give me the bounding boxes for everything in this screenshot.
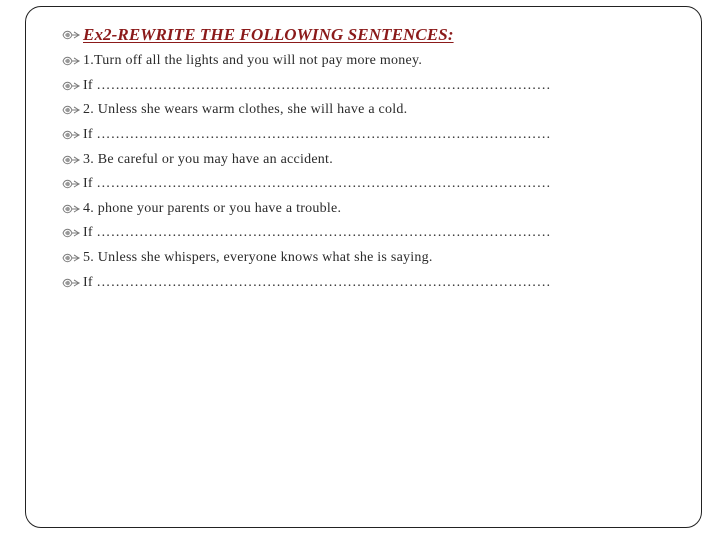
answer-blank[interactable]: If ……………………………………………………………………………………: [83, 77, 551, 93]
sentence-text: 1.Turn off all the lights and you will not pay more money.: [83, 53, 423, 69]
ornament-bullet-icon: [62, 203, 83, 215]
exercise-title-line: [62, 21, 662, 49]
ornament-bullet-icon: [62, 55, 83, 67]
exercise-content: [62, 21, 662, 295]
ornament-bullet-icon: [62, 154, 83, 166]
answer-blank[interactable]: If ……………………………………………………………………………………: [83, 225, 551, 241]
answer-line[interactable]: [62, 270, 662, 295]
answer-blank[interactable]: If ……………………………………………………………………………………: [83, 127, 551, 143]
answer-line[interactable]: [62, 172, 662, 197]
answer-line[interactable]: [62, 221, 662, 246]
answer-blank[interactable]: If ……………………………………………………………………………………: [83, 274, 551, 290]
ornament-bullet-icon: [62, 178, 83, 190]
sentence-line: [62, 98, 662, 123]
sentence-line: [62, 49, 662, 74]
exercise-lines: [62, 49, 662, 295]
sentence-line: [62, 246, 662, 271]
answer-blank[interactable]: If ……………………………………………………………………………………: [83, 176, 551, 192]
ornament-bullet-icon: [62, 80, 83, 92]
sentence-text: 3. Be careful or you may have an accident.: [83, 151, 333, 167]
sentence-line: [62, 147, 662, 172]
exercise-title: Ex2-REWRITE THE FOLLOWING SENTENCES:: [83, 25, 454, 44]
ornament-bullet-icon: [62, 252, 83, 264]
answer-line[interactable]: [62, 123, 662, 148]
sentence-text: 2. Unless she wears warm clothes, she will have a cold.: [83, 102, 408, 118]
sentence-line: [62, 197, 662, 222]
sentence-text: 4. phone your parents or you have a trouble.: [83, 200, 342, 216]
answer-line[interactable]: [62, 74, 662, 99]
ornament-bullet-icon: [62, 29, 83, 41]
ornament-bullet-icon: [62, 129, 83, 141]
ornament-bullet-icon: [62, 104, 83, 116]
ornament-bullet-icon: [62, 227, 83, 239]
sentence-text: 5. Unless she whispers, everyone knows what she is saying.: [83, 250, 433, 266]
ornament-bullet-icon: [62, 277, 83, 289]
